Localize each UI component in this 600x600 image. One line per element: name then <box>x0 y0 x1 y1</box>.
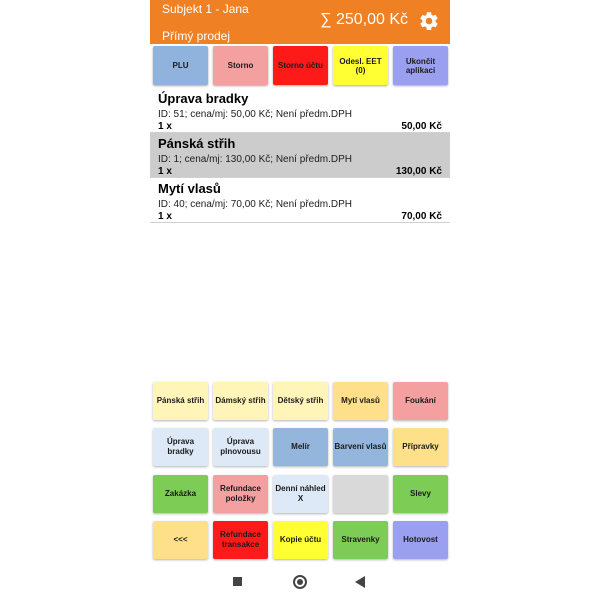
receipt-items <box>150 88 450 223</box>
refund-item-button[interactable]: Refundace položky <box>213 475 268 513</box>
sale-mode-label: Přímý prodej <box>162 29 231 43</box>
product-button-panska-strih[interactable]: Pánská střih <box>153 382 208 420</box>
recents-square-icon[interactable] <box>233 577 242 586</box>
subject-label: Subjekt 1 - Jana <box>162 2 249 16</box>
item-name: Mytí vlasů <box>158 181 221 196</box>
product-button-detsky-strih[interactable]: Dětský střih <box>273 382 328 420</box>
home-circle-icon[interactable] <box>293 575 307 589</box>
item-detail: ID: 40; cena/mj: 70,00 Kč; Není předm.DPH <box>158 199 352 210</box>
item-name: Pánská střih <box>158 136 236 151</box>
item-price: 50,00 Kč <box>401 121 442 132</box>
product-button-myti-vlasu[interactable]: Mytí vlasů <box>333 382 388 420</box>
storno-button[interactable]: Storno <box>213 46 268 85</box>
product-button-barveni-vlasu[interactable]: Barvení vlasů <box>333 428 388 466</box>
app-header <box>150 0 450 44</box>
item-detail: ID: 1; cena/mj: 130,00 Kč; Není předm.DPH <box>158 154 352 165</box>
product-button-uprava-bradky[interactable]: Úprava bradky <box>153 428 208 466</box>
receipt-total: ∑ 250,00 Kč <box>320 11 408 28</box>
daily-report-x-button[interactable]: Denní náhled X <box>273 475 328 513</box>
plu-button[interactable]: PLU <box>153 46 208 85</box>
gear-icon[interactable] <box>418 10 440 32</box>
exit-app-button[interactable]: Ukončit aplikaci <box>393 46 448 85</box>
android-navbar <box>150 566 450 600</box>
cash-button[interactable]: Hotovost <box>393 521 448 559</box>
item-quantity: 1 x <box>158 211 172 222</box>
storno-uctu-button[interactable]: Storno účtu <box>273 46 328 85</box>
refund-transaction-button[interactable]: Refundace transakce <box>213 521 268 559</box>
item-price: 130,00 Kč <box>395 166 442 177</box>
item-quantity: 1 x <box>158 121 172 132</box>
receipt-item[interactable] <box>150 88 450 133</box>
product-button-uprava-plnovousu[interactable]: Úprava plnovousu <box>213 428 268 466</box>
discounts-button[interactable]: Slevy <box>393 475 448 513</box>
product-button-pripravky[interactable]: Přípravky <box>393 428 448 466</box>
previous-page-button[interactable]: <<< <box>153 521 208 559</box>
product-button-damsky-strih[interactable]: Dámský střih <box>213 382 268 420</box>
pos-app <box>150 0 450 600</box>
product-button-melir[interactable]: Melír <box>273 428 328 466</box>
send-eet-button[interactable]: Odesl. EET (0) <box>333 46 388 85</box>
product-button-foukani[interactable]: Foukání <box>393 382 448 420</box>
receipt-item[interactable] <box>150 178 450 223</box>
item-name: Úprava bradky <box>158 91 249 106</box>
back-triangle-icon[interactable] <box>355 576 365 588</box>
meal-vouchers-button[interactable]: Stravenky <box>333 521 388 559</box>
item-detail: ID: 51; cena/mj: 50,00 Kč; Není předm.DPH <box>158 109 352 120</box>
item-quantity: 1 x <box>158 166 172 177</box>
zakazka-button[interactable]: Zakázka <box>153 475 208 513</box>
empty-button[interactable] <box>333 475 388 513</box>
item-price: 70,00 Kč <box>401 211 442 222</box>
receipt-item[interactable] <box>150 133 450 178</box>
copy-receipt-button[interactable]: Kopie účtu <box>273 521 328 559</box>
